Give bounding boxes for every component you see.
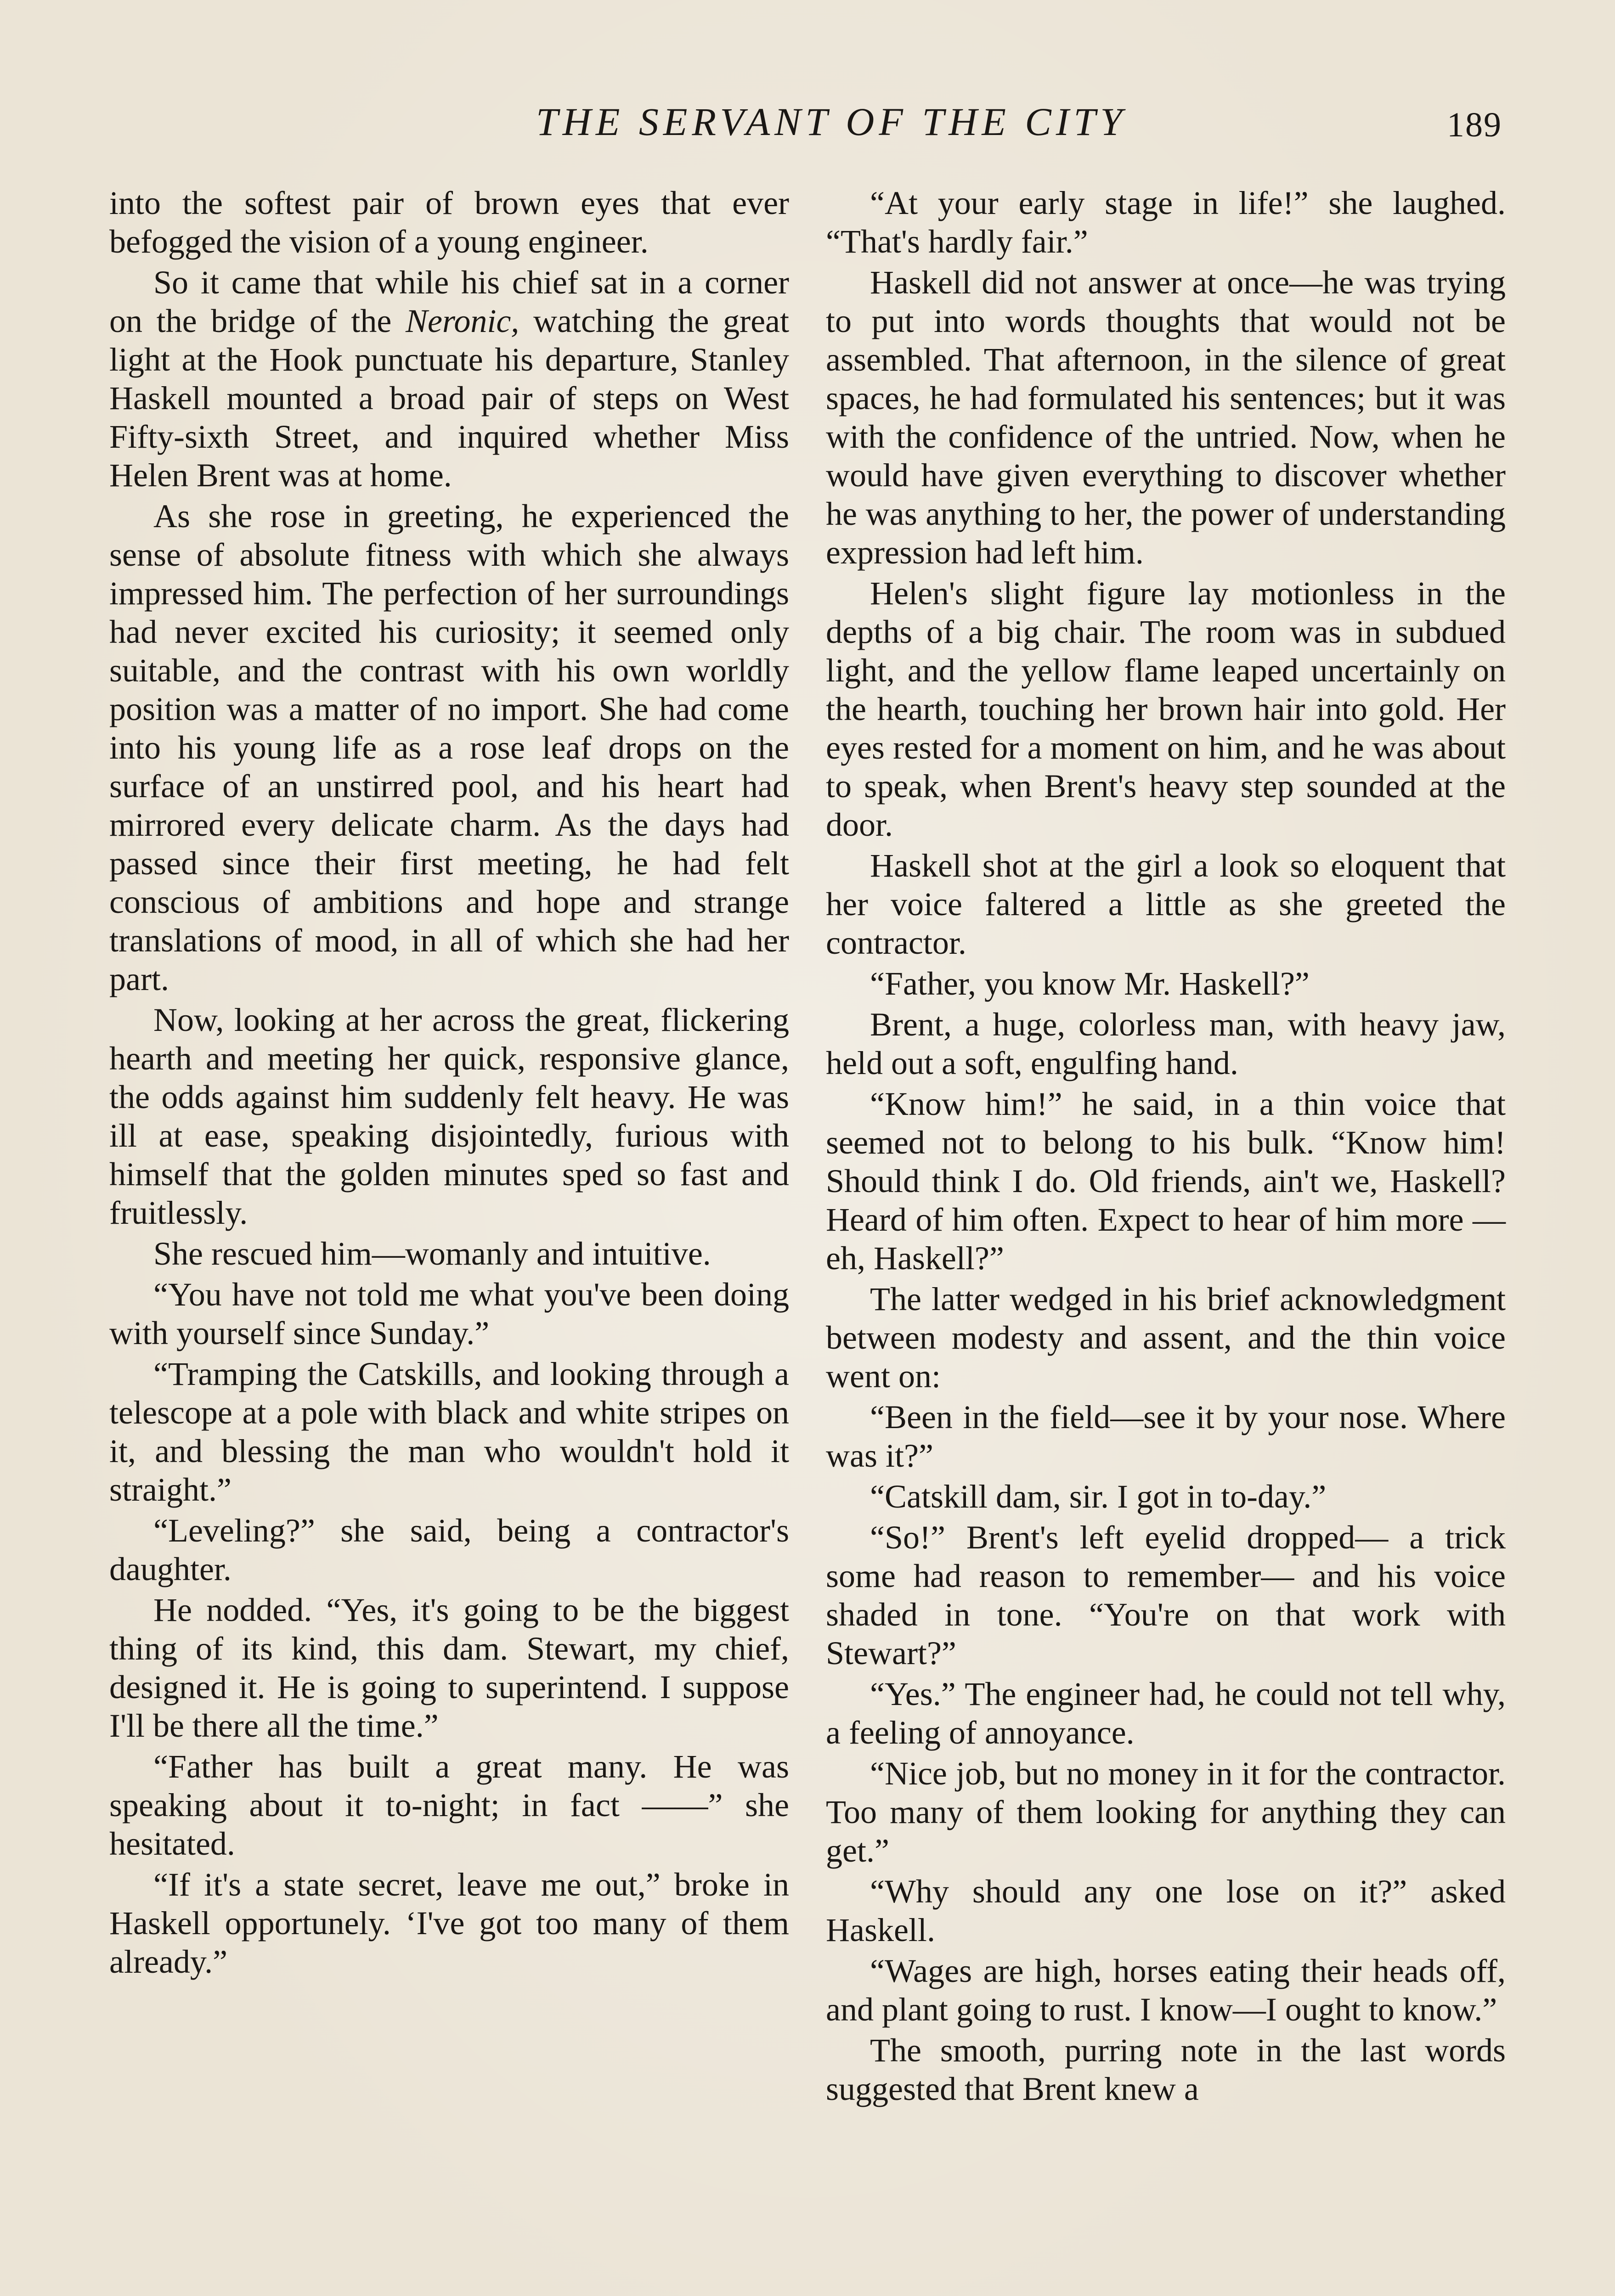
- paragraph: “Why should any one lose on it?” asked Haskell.: [826, 1873, 1506, 1948]
- paragraph: Helen's slight figure lay motionless in the depths of a big chair. The room was in subdued light, and the yellow flame leaped uncertainly on the hearth, touching her brown hair into gold. Her eyes rested for a moment on him, and he was about to speak, when Brent's heavy step sounded at the door.: [826, 575, 1506, 843]
- paragraph: “Been in the field—see it by your nose. Where was it?”: [826, 1399, 1506, 1474]
- paragraph: Haskell did not answer at once—he was trying to put into words thoughts that would not be assembled. That afternoon, in the silence of great spaces, he had formulated his sentences; but it was with the confidence of the untried. Now, when he would have given everything to discover whether he was anything to her, the power of understanding expression had left him.: [826, 264, 1506, 571]
- paragraph: “You have not told me what you've been doing with yourself since Sunday.”: [109, 1276, 789, 1351]
- paragraph: Now, looking at her across the great, flickering hearth and meeting her quick, responsive glance, the odds against him suddenly felt heavy. He was ill at ease, speaking disjointedly, furious with himself that the golden minutes sped so fast and fruitlessly.: [109, 1002, 789, 1231]
- paragraph: “Yes.” The engineer had, he could not tell why, a feeling of annoyance.: [826, 1676, 1506, 1751]
- paragraph: “Leveling?” she said, being a contractor's daughter.: [109, 1512, 789, 1587]
- text-column-left: [109, 184, 789, 1981]
- paragraph: “So!” Brent's left eyelid dropped— a trick some had reason to remember— and his voice shaded in tone. “You're on that work with Stewart?”: [826, 1519, 1506, 1671]
- paragraph: “Know him!” he said, in a thin voice that seemed not to belong to his bulk. “Know him! Should think I do. Old friends, ain't we, Haskell? Heard of him often. Expect to hear of him more —eh, Haskell?”: [826, 1086, 1506, 1277]
- paragraph: He nodded. “Yes, it's going to be the biggest thing of its kind, this dam. Stewart, my chief, designed it. He is going to superintend. I suppose I'll be there all the time.”: [109, 1592, 789, 1744]
- paragraph: The smooth, purring note in the last words suggested that Brent knew a: [826, 2032, 1506, 2107]
- paragraph: She rescued him—womanly and intuitive.: [153, 1235, 711, 1272]
- paragraph: “Nice job, but no money in it for the contractor. Too many of them looking for anything they can get.”: [826, 1755, 1506, 1869]
- page-number: 189: [1447, 106, 1502, 144]
- paragraph: Haskell shot at the girl a look so eloquent that her voice faltered a little as she greeted the contractor.: [826, 847, 1506, 961]
- running-title: THE SERVANT OF THE CITY: [536, 100, 1127, 144]
- paragraph: “Father has built a great many. He was speaking about it to-night; in fact ——” she hesitated.: [109, 1748, 789, 1862]
- paragraph: As she rose in greeting, he experienced the sense of absolute fitness with which she always impressed him. The perfection of her surroundings had never excited his curiosity; it seemed only suitable, and the contrast with his own worldly position was a matter of no import. She had come into his young life as a rose leaf drops on the surface of an unstirred pool, and his heart had mirrored every delicate charm. As the days had passed since their first meeting, he had felt conscious of ambitions and hope and strange translations of mood, in all of which she had her part.: [109, 498, 789, 997]
- paragraph: “At your early stage in life!” she laughed. “That's hardly fair.”: [826, 185, 1506, 260]
- paragraph: “Catskill dam, sir. I got in to-day.”: [870, 1478, 1327, 1515]
- paragraph: Brent, a huge, colorless man, with heavy jaw, held out a soft, engulfing hand.: [826, 1006, 1506, 1081]
- paragraph: “Father, you know Mr. Haskell?”: [870, 965, 1310, 1002]
- paragraph: “If it's a state secret, leave me out,” broke in Haskell opportunely. ‘I've got too many of them already.”: [109, 1866, 789, 1980]
- text-column-right: [826, 184, 1506, 2108]
- paragraph: “Wages are high, horses eating their heads off, and plant going to rust. I know—I ought to know.”: [826, 1953, 1506, 2028]
- paragraph: “Tramping the Catskills, and looking through a telescope at a pole with black and white stripes on it, and blessing the man who wouldn't hold it straight.”: [109, 1356, 789, 1508]
- paragraph: into the softest pair of brown eyes that ever befogged the vision of a young engineer.: [109, 185, 789, 260]
- paragraph: So it came that while his chief sat in a corner on the bridge of the Neronic, watching the great light at the Hook punctuate his departure, Stanley Haskell mounted a broad pair of steps on West Fifty-sixth Street, and inquired whether Miss Helen Brent was at home.: [109, 264, 789, 494]
- paragraph: The latter wedged in his brief acknowledgment between modesty and assent, and the thin voice went on:: [826, 1281, 1506, 1395]
- ship-name: Neronic,: [406, 303, 520, 339]
